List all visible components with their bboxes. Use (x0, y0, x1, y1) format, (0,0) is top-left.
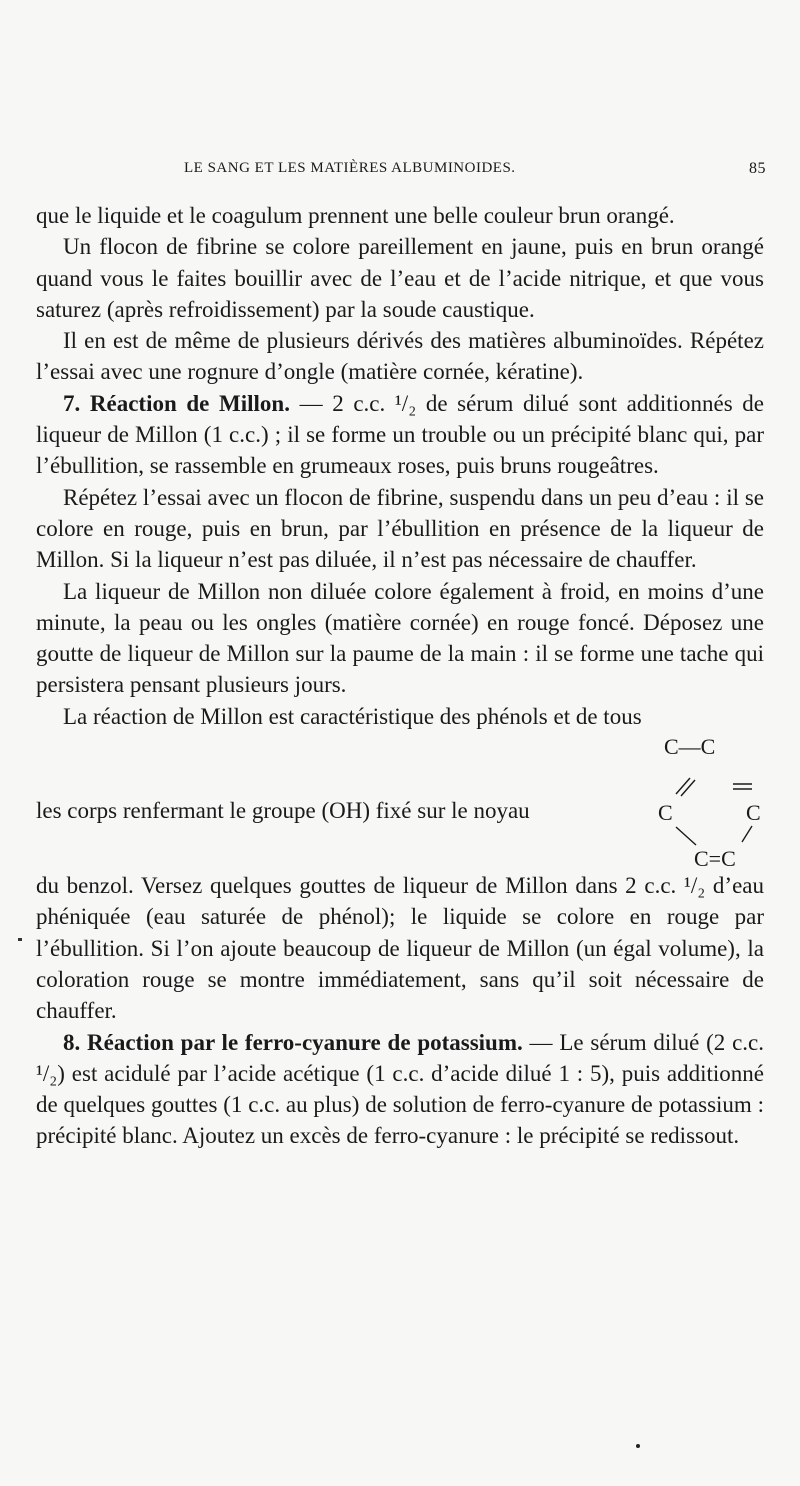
paragraph-derives: Il en est de même de plusieurs dérivés des matières albuminoïdes. Répétez l’essai avec une rognure d’ongle (matière cornée, kératine). (36, 328, 764, 385)
running-header (36, 160, 766, 184)
paragraph-continuation: que le liquide et le coagulum prennent une belle couleur brun orangé. (36, 203, 675, 228)
bond-bottom-right (742, 826, 752, 842)
bond-top-left-double-b (681, 780, 695, 796)
paragraph-ferrocyanure-text: — Le sérum dilué (2 c.c. ¹/₂) est acidulé par l’acide acétique (1 c.c. d’acide dilué 1 : 5), puis additionné de quelques gouttes (1 c.c. au plus) de solution de ferro-cyanure de potassium : précipité blanc. Ajoutez un excès de ferro-cyanure : le précipité se redissout. (36, 1029, 764, 1149)
body-text (36, 200, 764, 1152)
benzene-ring-diagram (606, 732, 766, 870)
paragraph-skin: La liqueur de Millon non diluée colore également à froid, en moins d’une minute, la peau ou les ongles (matière cornée) en rouge foncé. Déposez une goutte de liqueur de Millon sur la paume de la main : il se forme une tache qui persistera pensant plusieurs jours. (36, 578, 764, 698)
benzene-ring-svg (606, 732, 766, 870)
formula-lead-text: les corps renfermant le groupe (OH) fixé sur le noyau (36, 798, 530, 824)
paragraph-millon-text: — 2 c.c. ¹/₂ de sérum dilué sont additionnés de liqueur de Millon (1 c.c.) ; il se forme un trouble ou un précipité blanc qui, par l’ébullition, se rassemble en grumeaux roses, puis bruns rougeâtres. (36, 390, 765, 479)
paragraph-phenols: La réaction de Millon est caractéristique des phénols et de tous (63, 703, 642, 729)
page-number: 85 (749, 160, 766, 177)
paragraph-ferrocyanure (36, 1027, 764, 1152)
running-title: LE SANG ET LES MATIÈRES ALBUMINOIDES. (184, 160, 516, 176)
formula-line (36, 732, 764, 870)
bond-bottom-left (676, 827, 696, 845)
margin-mark (18, 938, 22, 941)
bond-top-left-double-a (676, 778, 690, 794)
benzene-right: C (746, 800, 761, 826)
paragraph-fibrine: Un flocon de fibrine se colore pareillement en jaune, puis en brun orangé quand vous le faites bouillir avec de l’eau et de l’acide nitrique, et que vous saturez (après refroidissement) par la soude caustique. (36, 234, 764, 322)
benzene-bottom: C=C (694, 846, 736, 871)
section-heading-ferrocyanure: 8. Réaction par le ferro-cyanure de potassium. (63, 1029, 523, 1055)
paragraph-millon-reaction (36, 388, 764, 482)
paragraph-benzol: du benzol. Versez quelques gouttes de liqueur de Millon dans 2 c.c. ¹/₂ d’eau phéniquée (eau saturée de phénol); le liquide se colore en rouge par l’ébullition. Si l’on ajoute beaucoup de liqueur de Millon (un égal volume), la coloration rouge se montre immédiatement, sans qu’il soit nécessaire de chauffer. (36, 873, 764, 1024)
paragraph-fibrine-millon: Répétez l’essai avec un flocon de fibrine, suspendu dans un peu d’eau : il se colore en rouge, puis en brun, par l’ébullition en présence de la liqueur de Millon. Si la liqueur n’est pas diluée, il n’est pas nécessaire de chauffer. (36, 484, 764, 573)
benzene-left: C (658, 800, 673, 826)
benzene-top: C—C (664, 734, 716, 760)
section-heading-millon: 7. Réaction de Millon. (63, 390, 290, 416)
page-speck (636, 1444, 640, 1448)
